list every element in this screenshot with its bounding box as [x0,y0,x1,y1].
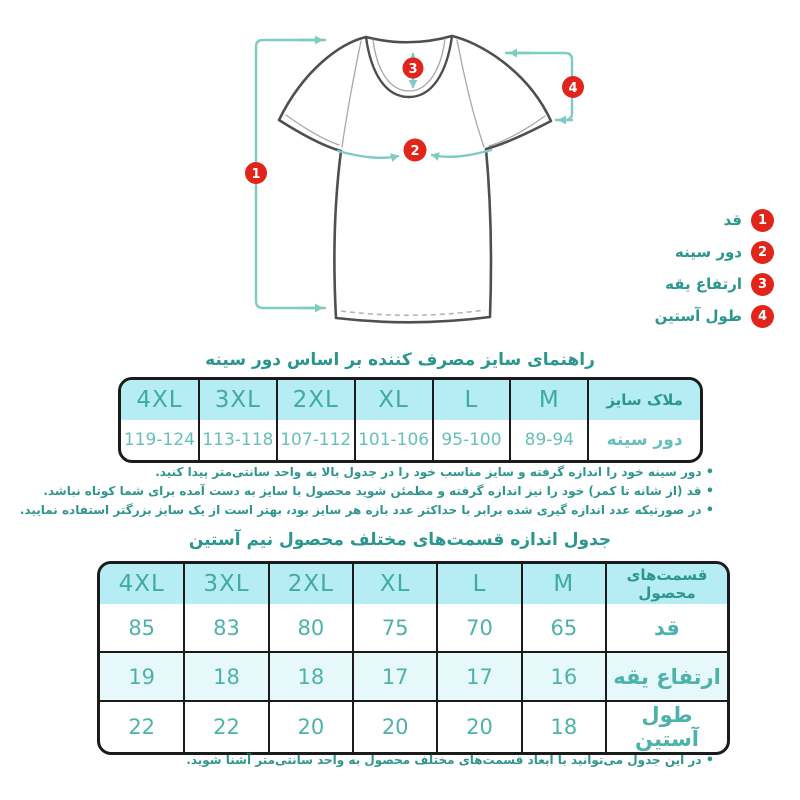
note-line [20,482,714,501]
svg-text:2: 2 [410,144,420,159]
svg-text:4: 4 [568,81,578,96]
value-cell: 119-124 [121,420,199,460]
measurements-note [186,751,714,770]
value-cell: 18 [184,652,268,701]
value-cell: 19 [100,652,184,701]
note-text: در این جدول می‌توانید با ابعاد قسمت‌های مختلف محصول به واحد سانتی‌متر آشنا شوید. [186,753,702,767]
chest-size-table [118,377,703,463]
row-label-cell: قد [606,604,727,652]
legend-label: دور سینه [675,243,742,261]
size-header: M [510,380,588,420]
value-cell: 16 [522,652,606,701]
legend-label: طول آستین [654,307,742,325]
product-measurements-table [97,561,730,755]
row-label-header: ملاک سایز [588,380,700,420]
row-label-header: قسمت‌های محصول [606,564,727,604]
bullet-dot: • [705,503,714,518]
value-cell: 113-118 [199,420,277,460]
bullet-dot: • [705,465,714,480]
size-header: L [437,564,521,604]
row-label-cell: ارتفاع یقه [606,652,727,701]
tshirt-outline [279,36,551,322]
size-header: XL [353,564,437,604]
size-header: 3XL [184,564,268,604]
legend-number-badge: 1 [751,209,774,232]
legend-number-badge: 3 [751,273,774,296]
bullet-dot: • [705,753,714,768]
svg-text:3: 3 [408,62,418,77]
legend-number-badge: 2 [751,241,774,264]
legend-label: ارتفاع یقه [665,275,742,293]
marker-2 [404,139,427,162]
value-cell: 22 [184,701,268,752]
value-cell: 101-106 [355,420,433,460]
size-header: XL [355,380,433,420]
size-header: M [522,564,606,604]
svg-text:1: 1 [251,167,261,182]
size-guide-title: راهنمای سایز مصرف کننده بر اساس دور سینه [205,350,595,370]
note-line [20,463,714,482]
value-cell: 18 [522,701,606,752]
value-cell: 80 [269,604,353,652]
marker-4 [562,76,584,98]
note-text: قد (از شانه تا کمر) خود را نیز اندازه گرفته و مطمئن شوید محصول با سایز به دست آمده برای شما کوتاه نباشد. [43,484,702,498]
value-cell: 107-112 [277,420,355,460]
note-text: دور سینه خود را اندازه گرفته و سایز مناسب خود را در جدول بالا به واحد سانتی‌متر پیدا کنید. [155,465,702,479]
value-cell: 89-94 [510,420,588,460]
value-cell: 20 [269,701,353,752]
value-cell: 20 [437,701,521,752]
value-cell: 75 [353,604,437,652]
legend-item-chest [655,236,774,268]
value-cell: 85 [100,604,184,652]
value-cell: 17 [437,652,521,701]
note-line [186,751,714,770]
value-cell: 17 [353,652,437,701]
size-guide-notes [20,463,714,520]
marker-3 [403,58,424,79]
note-text: در صورتیکه عدد اندازه گیری شده برابر با حداکثر عدد بازه هر سایز بود، بهتر است از یک سایز بزرگتر استفاده نمایید. [19,503,702,517]
legend-item-collar [655,268,774,300]
value-cell: 20 [353,701,437,752]
value-cell: 70 [437,604,521,652]
size-header: 4XL [121,380,199,420]
value-cell: 22 [100,701,184,752]
measurements-title: جدول اندازه قسمت‌های مختلف محصول نیم آستین [188,530,612,550]
value-cell: 83 [184,604,268,652]
note-line [20,501,714,520]
value-cell: 18 [269,652,353,701]
value-cell: 95-100 [433,420,511,460]
row-label-cell: دور سینه [588,420,700,460]
measurement-legend [655,204,774,332]
bullet-dot: • [705,484,714,499]
legend-item-height [655,204,774,236]
size-header: 2XL [277,380,355,420]
size-header: 2XL [269,564,353,604]
legend-number-badge: 4 [751,305,774,328]
row-label-cell: طول آستین [606,701,727,752]
marker-1 [245,162,267,184]
value-cell: 65 [522,604,606,652]
legend-item-sleeve [655,300,774,332]
size-header: L [433,380,511,420]
size-header: 3XL [199,380,277,420]
size-header: 4XL [100,564,184,604]
legend-label: قد [723,211,742,229]
